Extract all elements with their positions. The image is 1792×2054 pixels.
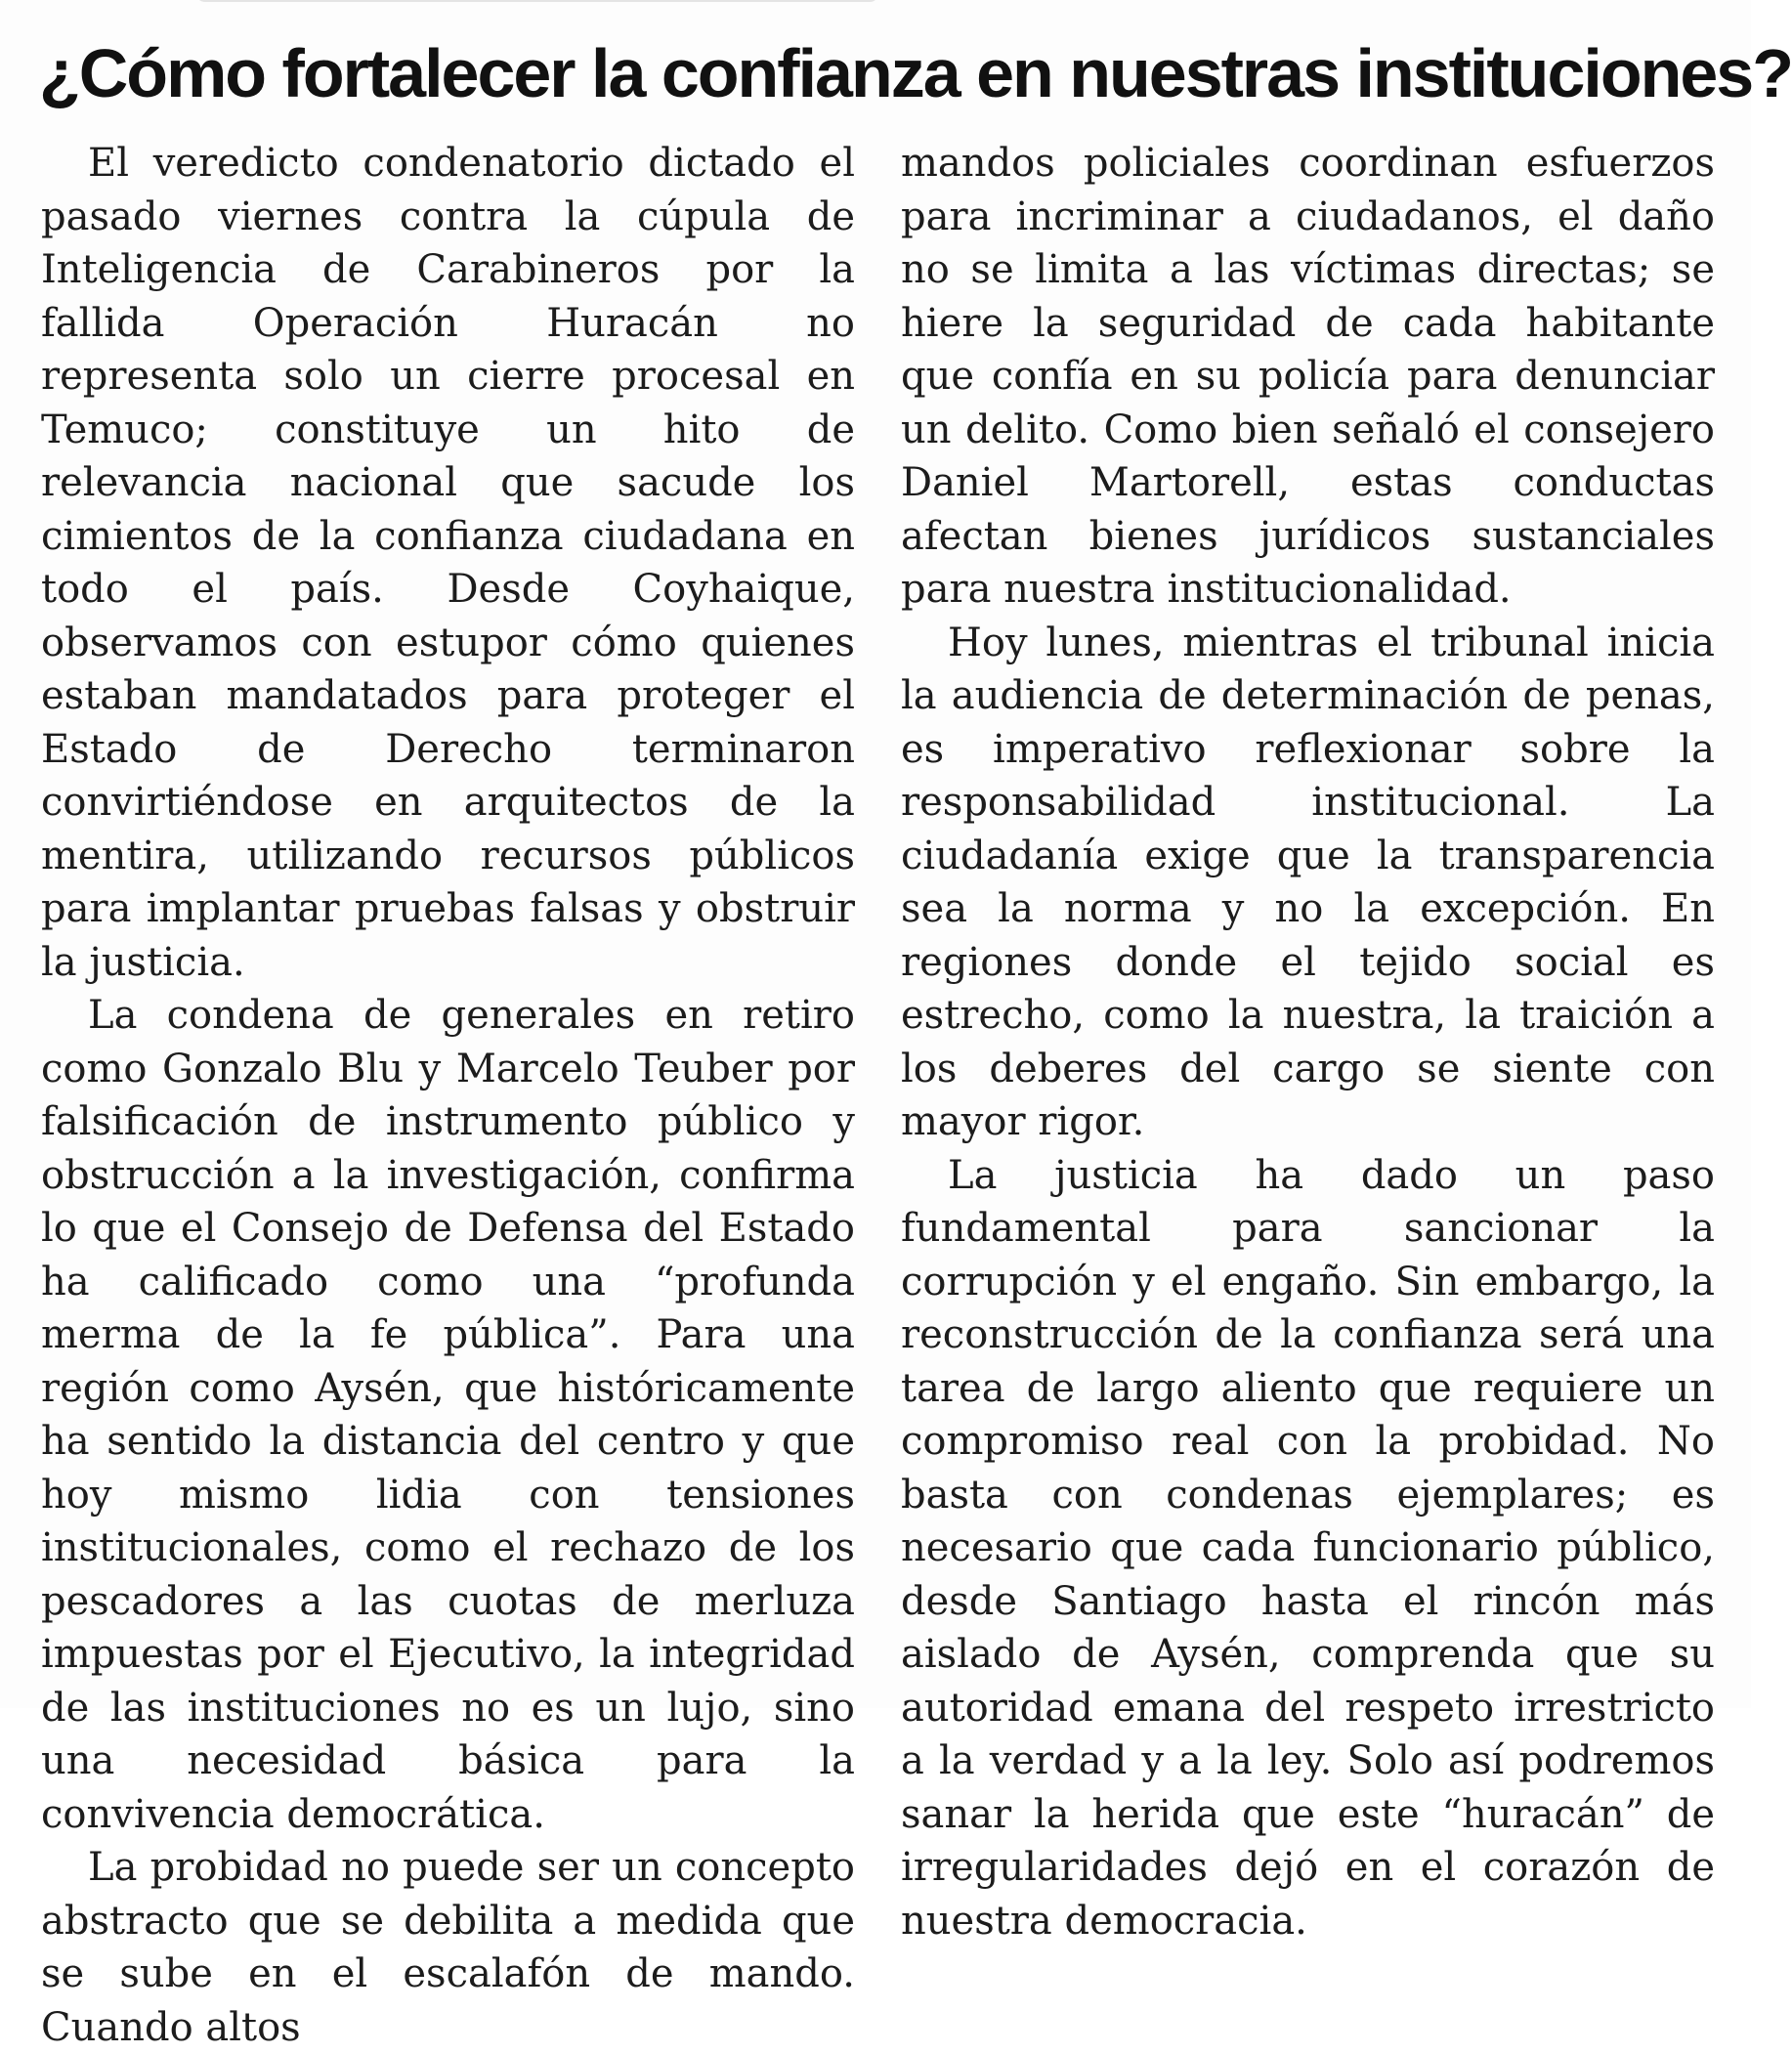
right-paragraph-3: La justicia ha dado un paso fundamental para sancionar la corrupción y el engaño. Sin embargo, la reconstrucción de la confianza será una tarea de largo aliento que requiere un compromiso real con la probidad. No basta con condenas ejemplares; es necesario que cada funcionario público, desde Santiago hasta el rincón más aislado de Aysén, comprenda que su autoridad emana del respeto irrestricto a la verdad y a la ley. Solo así podremos sanar la herida que este “huracán” de irregularidades dejó en el corazón de nuestra democracia. <box>901 1152 1715 1944</box>
left-column <box>41 137 855 2050</box>
left-paragraph-3: La probidad no puede ser un concepto abstracto que se debilita a medida que se sube en el escalafón de mando. Cuando altos <box>41 1845 855 2050</box>
right-paragraph-2: Hoy lunes, mientras el tribunal inicia la audiencia de determinación de penas, es imperativo reflexionar sobre la responsabilidad institucional. La ciudadanía exige que la transparencia sea la norma y no la excepción. En regiones donde el tejido social es estrecho, como la nuestra, la traición a los deberes del cargo se siente con mayor rigor. <box>901 620 1715 1144</box>
cropped-previous-headline-fragment <box>195 0 879 2</box>
right-column <box>901 137 1715 1944</box>
article-headline: ¿Cómo fortalecer la confianza en nuestras instituciones? <box>39 35 1792 111</box>
right-paragraph-continuation: mandos policiales coordinan esfuerzos para incriminar a ciudadanos, el daño no se limita a las víctimas directas; se hiere la seguridad de cada habitante que confía en su policía para denunciar un delito. Como bien señaló el consejero Daniel Martorell, estas conductas afectan bienes jurídicos sustanciales para nuestra institucionalidad. <box>901 141 1715 612</box>
left-paragraph-1: El veredicto condenatorio dictado el pasado viernes contra la cúpula de Inteligencia de Carabineros por la fallida Operación Huracán no representa solo un cierre procesal en Temuco; constituye un hito de relevancia nacional que sacude los cimientos de la confianza ciudadana en todo el país. Desde Coyhaique, observamos con estupor cómo quienes estaban mandatados para proteger el Estado de Derecho terminaron convirtiéndose en arquitectos de la mentira, utilizando recursos públicos para implantar pruebas falsas y obstruir la justicia. <box>41 141 855 985</box>
left-paragraph-2: La condena de generales en retiro como Gonzalo Blu y Marcelo Teuber por falsificación de instrumento público y obstrucción a la investigación, confirma lo que el Consejo de Defensa del Estado ha calificado como una “profunda merma de la fe pública”. Para una región como Aysén, que históricamente ha sentido la distancia del centro y que hoy mismo lidia con tensiones institucionales, como el rechazo de los pescadores a las cuotas de merluza impuestas por el Ejecutivo, la integridad de las instituciones no es un lujo, sino una necesidad básica para la convivencia democrática. <box>41 993 855 1837</box>
article-body <box>41 137 1715 2050</box>
